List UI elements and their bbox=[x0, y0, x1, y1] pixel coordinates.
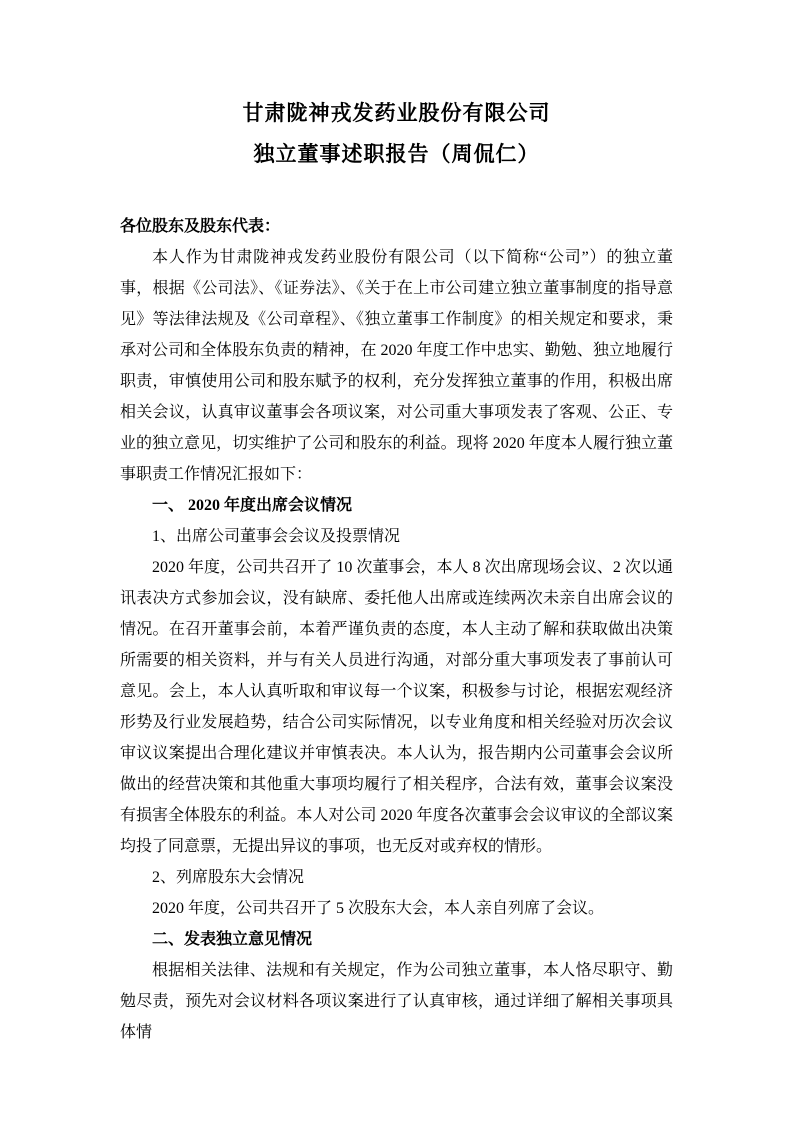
section1-heading: 一、 2020 年度出席会议情况 bbox=[152, 497, 353, 514]
section1-item2-body: 2020 年度，公司共召开了 5 次股东大会，本人亲自列席了会议。 bbox=[152, 900, 605, 917]
salutation: 各位股东及股东代表： bbox=[120, 218, 281, 235]
section1-item1-body: 2020 年度，公司共召开了 10 次董事会，本人 8 次出席现场会议、2 次以通讯表决方式参加会议，没有缺席、委托他人出席或连续两次未亲自出席会议的情况。在召开董事会前，本着严谨负责的态度，本人主动了解和获取做出决策所需要的相关资料，并与有关人员进行沟通，对部分重大事项发表了事前认可意见。会上，本人认真听取和审议每一个议案，积极参与讨论，根据宏观经济形势及行业发展趋势，结合公司实际情况，以专业角度和相关经验对历次会议审议议案提出合理化建议并审慎表决。本人认为，报告期内公司董事会会议所做出的经营决策和其他重大事项均履行了相关程序，合法有效，董事会议案没有损害全体股东的利益。本人对公司 2020 年度各次董事会会议审议的全部议案均投了同意票，无提出异议的事项，也无反对或弃权的情形。 bbox=[120, 559, 673, 855]
document-title-company: 甘肃陇神戎发药业股份有限公司 bbox=[242, 101, 551, 125]
intro-paragraph: 本人作为甘肃陇神戎发药业股份有限公司（以下简称“公司”）的独立董事，根据《公司法》、《证券法》、《关于在上市公司建立独立董事制度的指导意见》等法律法规及《公司章程》、《独立董事工作制度》的相关规定和要求，秉承对公司和全体股东负责的精神，在 2020 年度工作中忠实、勤勉、独立地履行职责，审慎使用公司和股东赋予的权利，充分发挥独立董事的作用，积极出席相关会议，认真审议董事会各项议案，对公司重大事项发表了客观、公正、专业的独立意见，切实维护了公司和股东的利益。现将 2020 年度本人履行独立董事职责工作情况汇报如下： bbox=[120, 249, 673, 483]
section1-item2-title: 2、列席股东大会情况 bbox=[152, 869, 305, 886]
document-title-report: 独立董事述职报告（周侃仁） bbox=[253, 142, 540, 166]
section2-heading: 二、发表独立意见情况 bbox=[152, 931, 313, 948]
section2-body-truncated: 根据相关法律、法规和有关规定，作为公司独立董事，本人恪尽职守、勤勉尽责，预先对会议材料各项议案进行了认真审核，通过详细了解相关事项具体情 bbox=[120, 962, 673, 1041]
section1-item1-title: 1、出席公司董事会会议及投票情况 bbox=[152, 528, 401, 545]
